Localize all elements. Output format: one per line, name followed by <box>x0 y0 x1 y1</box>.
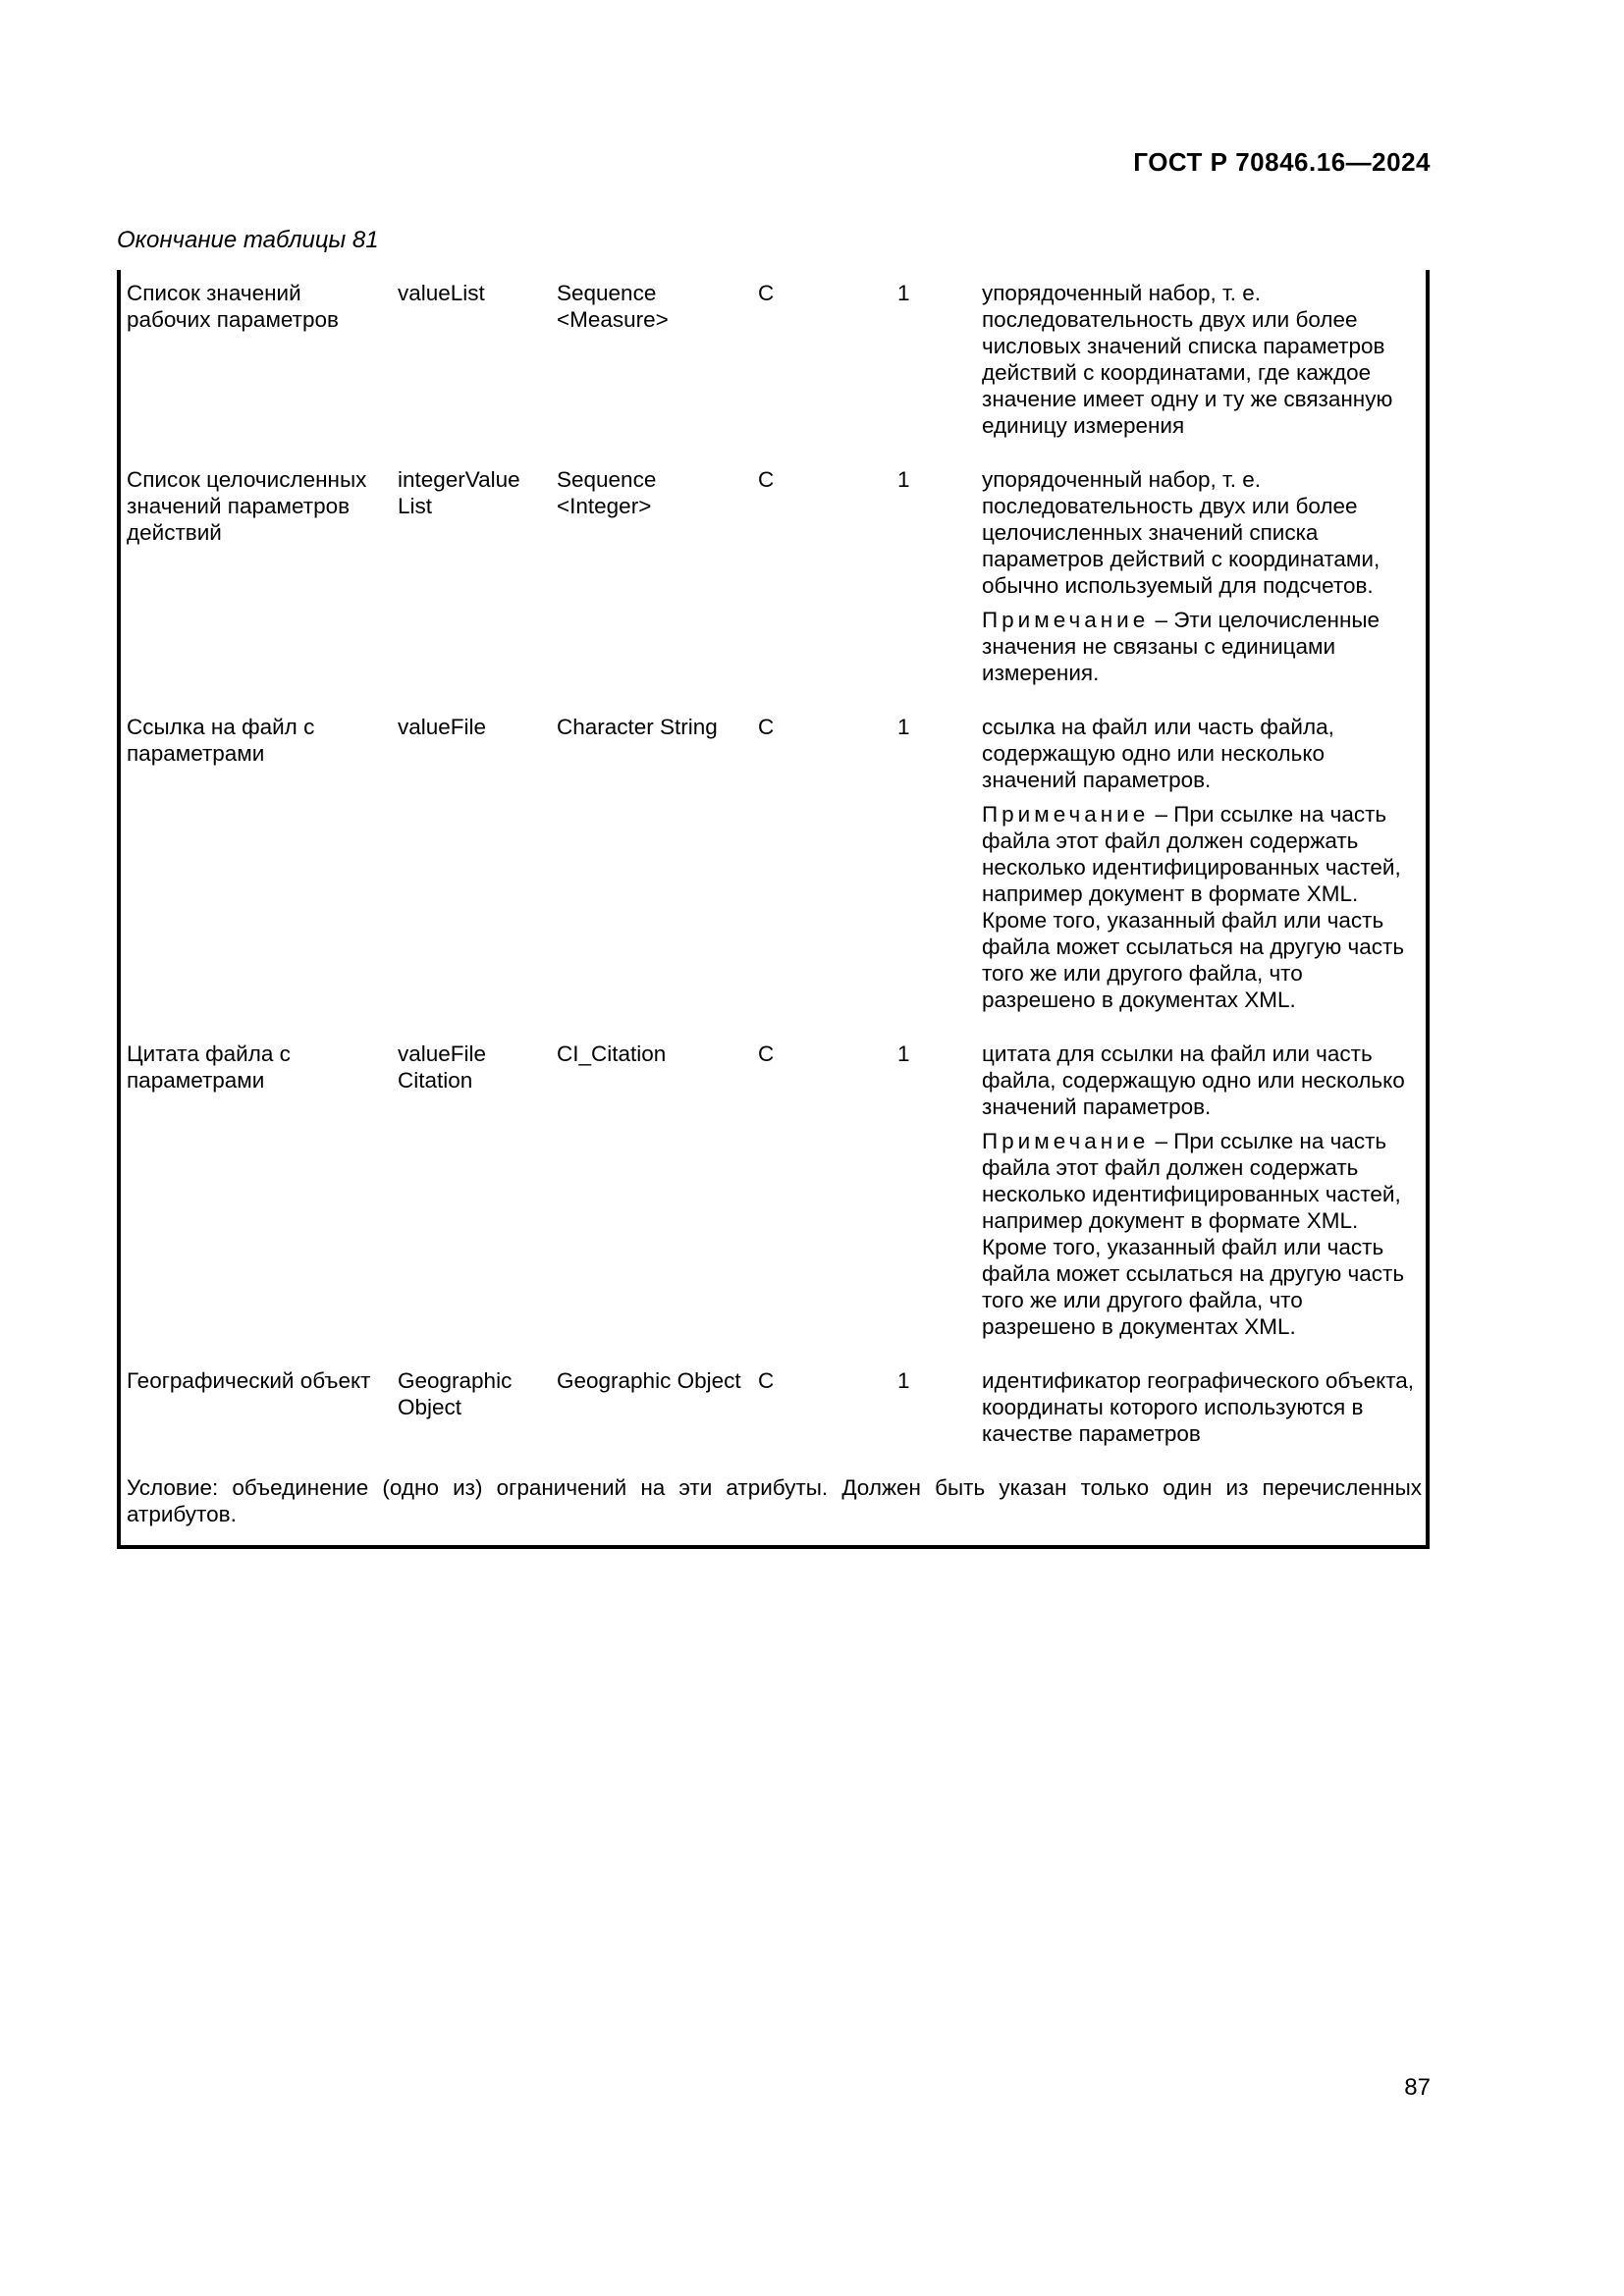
table-row <box>121 1358 1426 1465</box>
table-row <box>121 1031 1426 1358</box>
attribute-type-cell: Sequence <Integer> <box>557 467 657 518</box>
attribute-name-cell: Ссылка на файл с параметрами <box>127 715 315 766</box>
attribute-code-cell: Geographic Object <box>398 1368 513 1419</box>
definition-text: ссылка на файл или часть файла, содержащую одно или несколько значений параметров. <box>982 715 1334 792</box>
note-text: – При ссылке на часть файла этот файл должен содержать несколько идентифицированных частей, например документ в формате XML. Кроме того, указанный файл или часть файла может ссылаться на другую часть того же или другого файла, что разрешено в документах XML. <box>982 1129 1405 1339</box>
note-text: – При ссылке на часть файла этот файл должен содержать несколько идентифицированных частей, например документ в формате XML. Кроме того, указанный файл или часть файла может ссылаться на другую часть того же или другого файла, что разрешено в документах XML. <box>982 802 1405 1012</box>
document-standard-header: ГОСТ Р 70846.16—2024 <box>1133 147 1431 177</box>
condition-row <box>121 1465 1426 1545</box>
attribute-code-cell: integerValue List <box>398 467 520 518</box>
attribute-obligation-cell: C <box>758 467 775 492</box>
table-row <box>121 456 1426 704</box>
attribute-table <box>121 270 1426 1545</box>
attribute-max-cell: 1 <box>897 1368 910 1393</box>
attribute-max-cell: 1 <box>897 715 910 739</box>
note-text: – Эти целочисленные значения не связаны с единицами измерения. <box>982 608 1380 685</box>
attribute-obligation-cell: C <box>758 281 775 305</box>
note-label: Примечание <box>982 802 1150 827</box>
attribute-max-cell: 1 <box>897 1041 910 1066</box>
table-row <box>121 704 1426 1031</box>
attribute-definition-cell <box>976 704 1426 1031</box>
attribute-definition-cell <box>976 270 1426 456</box>
definition-note <box>982 607 1422 686</box>
attribute-definition-cell <box>976 1358 1426 1465</box>
note-label: Примечание <box>982 608 1150 632</box>
definition-text: упорядоченный набор, т. е. последовательность двух или более числовых значений списка параметров действий с координатами, где каждое значение имеет одну и ту же связанную единицу измерения <box>982 281 1393 438</box>
definition-text: упорядоченный набор, т. е. последовательность двух или более целочисленных значений списка параметров действий с координатами, обычно используемый для подсчетов. <box>982 467 1380 598</box>
attribute-max-cell: 1 <box>897 467 910 492</box>
definition-text: идентификатор географического объекта, координаты которого используются в качестве параметров <box>982 1368 1415 1446</box>
table-caption: Окончание таблицы 81 <box>117 227 379 253</box>
table-row <box>121 270 1426 456</box>
attribute-obligation-cell: C <box>758 1041 775 1066</box>
attribute-definition-cell <box>976 1031 1426 1358</box>
attribute-table-container <box>117 270 1430 1549</box>
attribute-definition-cell <box>976 456 1426 704</box>
attribute-obligation-cell: C <box>758 1368 775 1393</box>
attribute-type-cell: CI_Citation <box>557 1041 667 1066</box>
definition-note <box>982 1128 1422 1340</box>
attribute-type-cell: Sequence <Measure> <box>557 281 669 332</box>
attribute-name-cell: Список целочисленных значений параметров действий <box>127 467 367 545</box>
attribute-name-cell: Цитата файла с параметрами <box>127 1041 291 1093</box>
condition-text: Условие: объединение (одно из) ограничений на эти атрибуты. Должен быть указан только один из перечисленных атрибутов. <box>127 1475 1422 1526</box>
attribute-obligation-cell: C <box>758 715 775 739</box>
attribute-code-cell: valueFile <box>398 715 487 739</box>
attribute-code-cell: valueList <box>398 281 485 305</box>
attribute-name-cell: Географический объект <box>127 1368 371 1393</box>
attribute-name-cell: Список значений рабочих параметров <box>127 281 339 332</box>
page-number: 87 <box>1404 2074 1431 2101</box>
definition-text: цитата для ссылки на файл или часть файла, содержащую одно или несколько значений параметров. <box>982 1041 1405 1119</box>
note-label: Примечание <box>982 1129 1150 1153</box>
attribute-code-cell: valueFile Citation <box>398 1041 487 1093</box>
definition-note <box>982 801 1422 1013</box>
attribute-type-cell: Character String <box>557 715 718 739</box>
attribute-type-cell: Geographic Object <box>557 1368 741 1393</box>
attribute-max-cell: 1 <box>897 281 910 305</box>
